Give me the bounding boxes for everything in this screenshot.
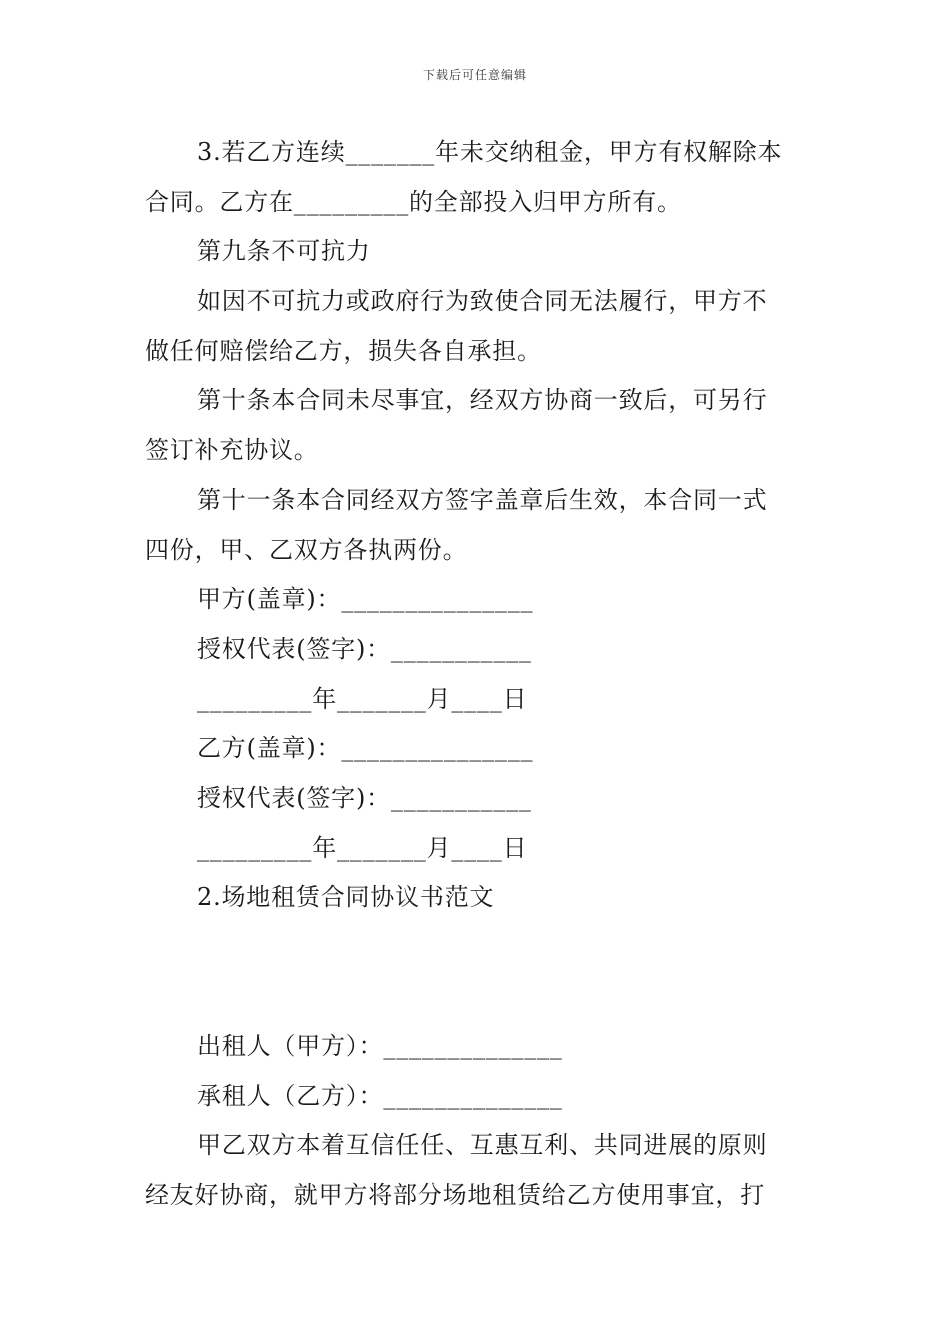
party-a-date-field: _________年_______月____日 bbox=[197, 684, 528, 713]
party-a-seal-field: 甲方(盖章)：_______________ bbox=[197, 585, 534, 614]
party-b-representative-field: 授权代表(签字)：___________ bbox=[197, 783, 532, 812]
clause-3-line-2: 合同。乙方在_________的全部投入归甲方所有。 bbox=[145, 187, 682, 216]
article-9-line-2: 做任何赔偿给乙方，损失各自承担。 bbox=[145, 336, 542, 365]
party-b-seal-field: 乙方(盖章)：_______________ bbox=[197, 734, 534, 763]
intro-line-1: 甲乙双方本着互信任任、互惠互利、共同进展的原则 bbox=[197, 1131, 768, 1160]
party-a-representative-field: 授权代表(签字)：___________ bbox=[197, 634, 532, 663]
lessor-field: 出租人（甲方）：______________ bbox=[197, 1032, 563, 1060]
document-body bbox=[145, 128, 805, 1221]
party-b-date-field: _________年_______月____日 bbox=[197, 833, 528, 862]
clause-3-line-1: 3.若乙方连续_______年未交纳租金，甲方有权解除本 bbox=[197, 138, 783, 166]
intro-line-2: 经友好协商，就甲方将部分场地租赁给乙方使用事宜，打 bbox=[145, 1181, 765, 1210]
article-10-line-1: 第十条本合同未尽事宜，经双方协商一致后，可另行 bbox=[197, 386, 768, 415]
section-2-title: 2.场地租赁合同协议书范文 bbox=[197, 883, 495, 912]
article-11-line-2: 四份，甲、乙双方各执两份。 bbox=[145, 535, 468, 564]
article-9-title: 第九条不可抗力 bbox=[197, 237, 371, 266]
blank-gap bbox=[145, 923, 805, 1022]
lessee-field: 承租人（乙方）：______________ bbox=[197, 1081, 563, 1110]
page-header: 下载后可任意编辑 bbox=[422, 68, 527, 82]
article-11-line-1: 第十一条本合同经双方签字盖章后生效，本合同一式 bbox=[197, 485, 768, 514]
article-10-line-2: 签订补充协议。 bbox=[145, 436, 319, 465]
article-9-line-1: 如因不可抗力或政府行为致使合同无法履行，甲方不 bbox=[197, 287, 768, 316]
